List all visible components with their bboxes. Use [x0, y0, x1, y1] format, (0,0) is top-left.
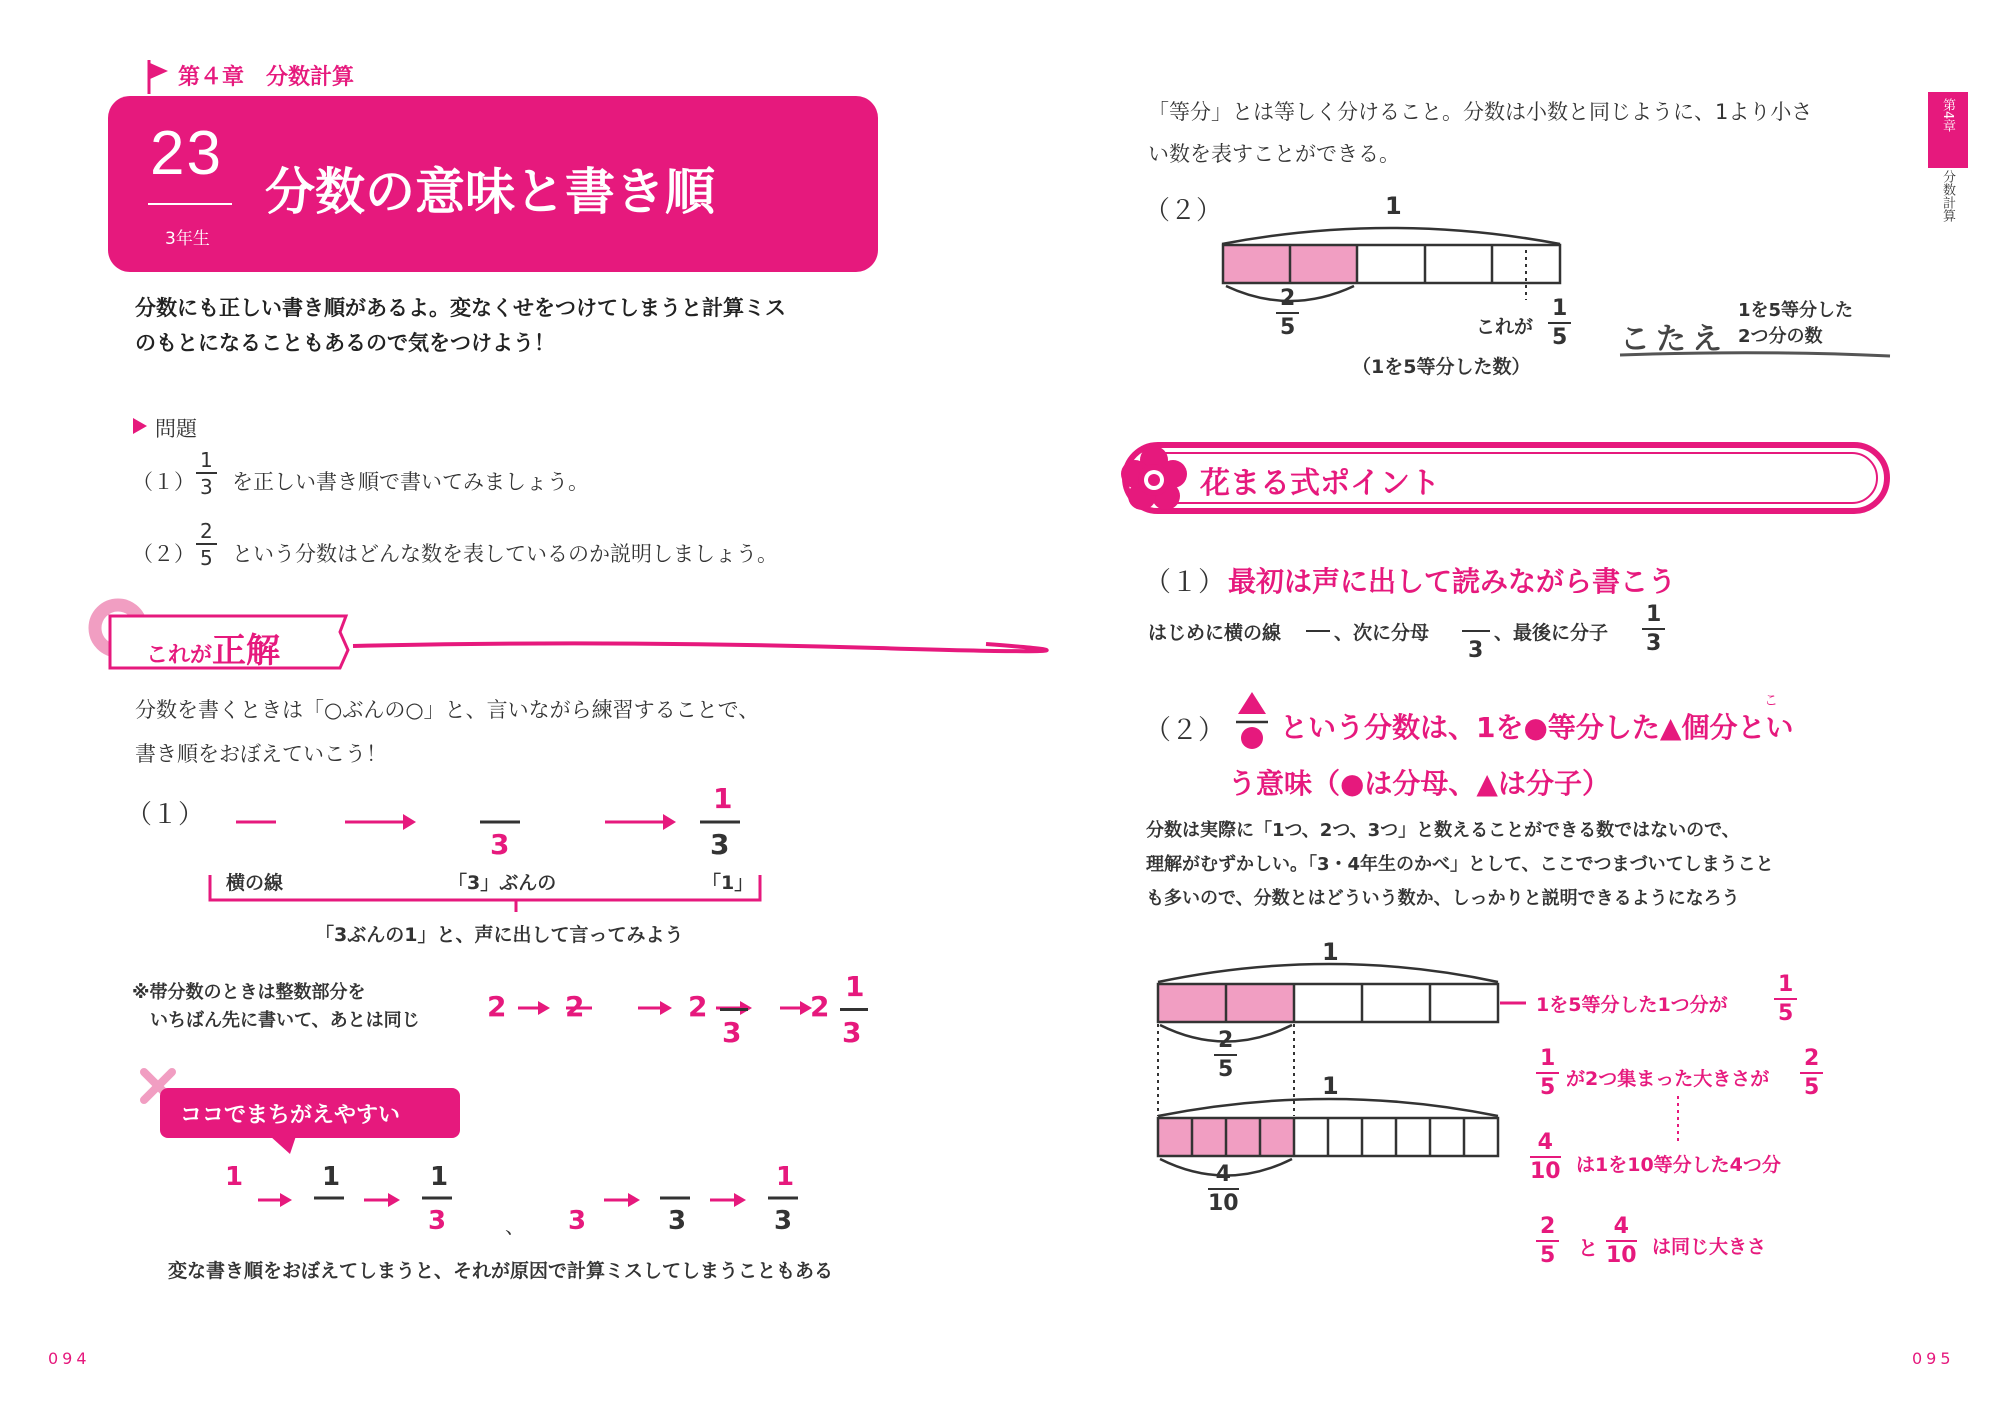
- d-same-text: は同じ大きさ: [1652, 1236, 1767, 1258]
- kotae-label: こたえ: [1620, 322, 1728, 357]
- wrong-separator: 、: [505, 1214, 525, 1238]
- wrong-b-3-den: 3: [774, 1206, 793, 1236]
- mixed-step-3-den: 3: [722, 1016, 742, 1049]
- d-collect-text: が2つ集まった大きさが: [1566, 1068, 1770, 1090]
- mixed-note-1: ※帯分数のときは整数部分を: [132, 982, 366, 1003]
- p2-whole-label: 1: [1385, 192, 1402, 220]
- pt1-prefix: （１）: [1144, 567, 1225, 598]
- step-2-denominator: 3: [490, 828, 510, 861]
- kotae-line-1: 1を5等分した: [1738, 300, 1854, 321]
- step-3-denominator: 3: [710, 828, 730, 861]
- d-tenths-text: は1を10等分した4つ分: [1576, 1154, 1781, 1176]
- wrong-a-3-den: 3: [428, 1206, 447, 1236]
- problem-2-prefix: （２）: [132, 542, 195, 566]
- pt1-title: 最初は声に出して読みながら書こう: [1228, 565, 1677, 598]
- d-collect-frac-b: 2 5: [1800, 1048, 1823, 1099]
- kotae-line-2: 2つ分の数: [1738, 326, 1823, 347]
- mixed-step-1: 2: [487, 990, 507, 1023]
- bottom-four-tenths: 4 10: [1208, 1162, 1239, 1216]
- wrong-b-2-den: 3: [668, 1206, 687, 1236]
- answer-text-2: 書き順をおぼえていこう！: [135, 742, 387, 766]
- pt2-body-1: 分数は実際に「1つ、2つ、3つ」と数えることができる数ではないので、: [1146, 820, 1740, 841]
- p2-prefix: （２）: [1144, 196, 1223, 226]
- pt2-prefix: （２）: [1144, 715, 1225, 746]
- side-tab-chapter: 第4章: [1940, 98, 1955, 133]
- pt2-title-b: う意味（●は分母、▲は分子）: [1228, 767, 1610, 800]
- problem-1-prefix: （１）: [132, 470, 195, 494]
- d-one-fifth-frac: 1 5: [1774, 974, 1797, 1025]
- lesson-number: 23: [150, 119, 223, 188]
- wrong-b-3-num: 1: [776, 1162, 795, 1192]
- wrong-a-3-num: 1: [430, 1162, 449, 1192]
- pt1-denominator: 3: [1468, 638, 1484, 663]
- bottom-whole-label: 1: [1322, 1072, 1339, 1100]
- p2-two-fifths: 2 5: [1276, 288, 1299, 339]
- pt1-text-c: 、最後に分子: [1494, 622, 1609, 644]
- problem-heading: 問題: [155, 417, 197, 441]
- problem-2-fraction: 2 5: [196, 521, 217, 568]
- lesson-title: 分数の意味と書き順: [265, 163, 715, 221]
- step-label-line: 横の線: [226, 872, 284, 894]
- top-two-fifths: 2 5: [1214, 1030, 1237, 1081]
- five-split-caption: （1を5等分した数）: [1352, 356, 1531, 378]
- say-caption: 「3ぶんの1」と、声に出して言ってみよう: [315, 924, 684, 946]
- d-one-fifth-text: 1を5等分した1つ分が: [1536, 994, 1728, 1016]
- problem-1-text: を正しい書き順で書いてみましょう。: [232, 470, 589, 494]
- answer-text-1: 分数を書くときは「○ぶんの○」と、言いながら練習することで、: [135, 698, 760, 722]
- d-collect-frac-a: 1 5: [1536, 1048, 1559, 1099]
- d-same-frac-b: 4 10: [1606, 1214, 1637, 1268]
- mixed-step-4-num: 1: [845, 970, 865, 1003]
- mixed-step-3: 2: [688, 990, 708, 1023]
- point-title: 花まる式ポイント: [1200, 466, 1440, 501]
- step-3-numerator: 1: [713, 782, 733, 815]
- pt1-text-b: 、次に分母: [1334, 622, 1430, 644]
- intro-line-2: のもとになることもあるので気をつけよう！: [135, 331, 555, 355]
- mixed-step-4: 2: [810, 990, 830, 1023]
- d-same-frac-a: 2 5: [1536, 1216, 1559, 1267]
- p2-one-fifth: 1 5: [1548, 298, 1571, 349]
- wrong-b-1: 3: [568, 1206, 587, 1236]
- step-label-denominator: 「3」ぶんの: [448, 872, 557, 894]
- pt2-ruby: こ: [1764, 693, 1778, 709]
- d-tenths-frac: 4 10: [1530, 1130, 1561, 1184]
- answer-label: これが正解: [146, 631, 281, 671]
- steps-prefix: （１）: [126, 800, 205, 830]
- right-text-2: い数を表すことができる。: [1148, 142, 1400, 166]
- mistake-label: ココでまちがえやすい: [180, 1103, 401, 1128]
- mixed-step-4-den: 3: [842, 1016, 862, 1049]
- grade-label: 3年生: [165, 229, 210, 249]
- wrong-a-2-num: 1: [322, 1162, 341, 1192]
- intro-line-1: 分数にも正しい書き順があるよ。変なくせをつけてしまうと計算ミス: [135, 296, 786, 320]
- pt1-fraction: 1 3: [1642, 604, 1665, 655]
- mixed-step-2: 2: [565, 990, 585, 1023]
- problem-1-fraction: 1 3: [196, 450, 217, 497]
- mistake-caption: 変な書き順をおぼえてしまうと、それが原因で計算ミスしてしまうこともある: [168, 1260, 834, 1282]
- mixed-note-2: いちばん先に書いて、あとは同じ: [150, 1010, 420, 1031]
- page-number-right: 095: [1912, 1349, 1955, 1368]
- pt1-text-a: はじめに横の線: [1148, 622, 1282, 644]
- pt2-title-a: という分数は、1を●等分した▲個分とい: [1280, 711, 1794, 744]
- page-number-left: 094: [48, 1349, 91, 1368]
- pt2-body-2: 理解がむずかしい。「3・4年生のかべ」として、ここでつまづいてしまうこと: [1146, 854, 1774, 875]
- pt2-body-3: も多いので、分数とはどういう数か、しっかりと説明できるようになろう: [1146, 888, 1740, 909]
- problem-2-text: という分数はどんな数を表しているのか説明しましょう。: [232, 542, 778, 566]
- wrong-a-1: 1: [225, 1162, 244, 1192]
- step-label-numerator: 「1」: [702, 872, 754, 894]
- d-and-text: と: [1578, 1236, 1598, 1260]
- top-whole-label: 1: [1322, 938, 1339, 966]
- side-tab-topic: 分数計算: [1940, 170, 1955, 222]
- kore-ga: これが: [1476, 316, 1534, 338]
- chapter-label: 第４章 分数計算: [178, 65, 355, 90]
- right-text-1: 「等分」とは等しく分けること。分数は小数と同じように、1より小さ: [1148, 100, 1813, 124]
